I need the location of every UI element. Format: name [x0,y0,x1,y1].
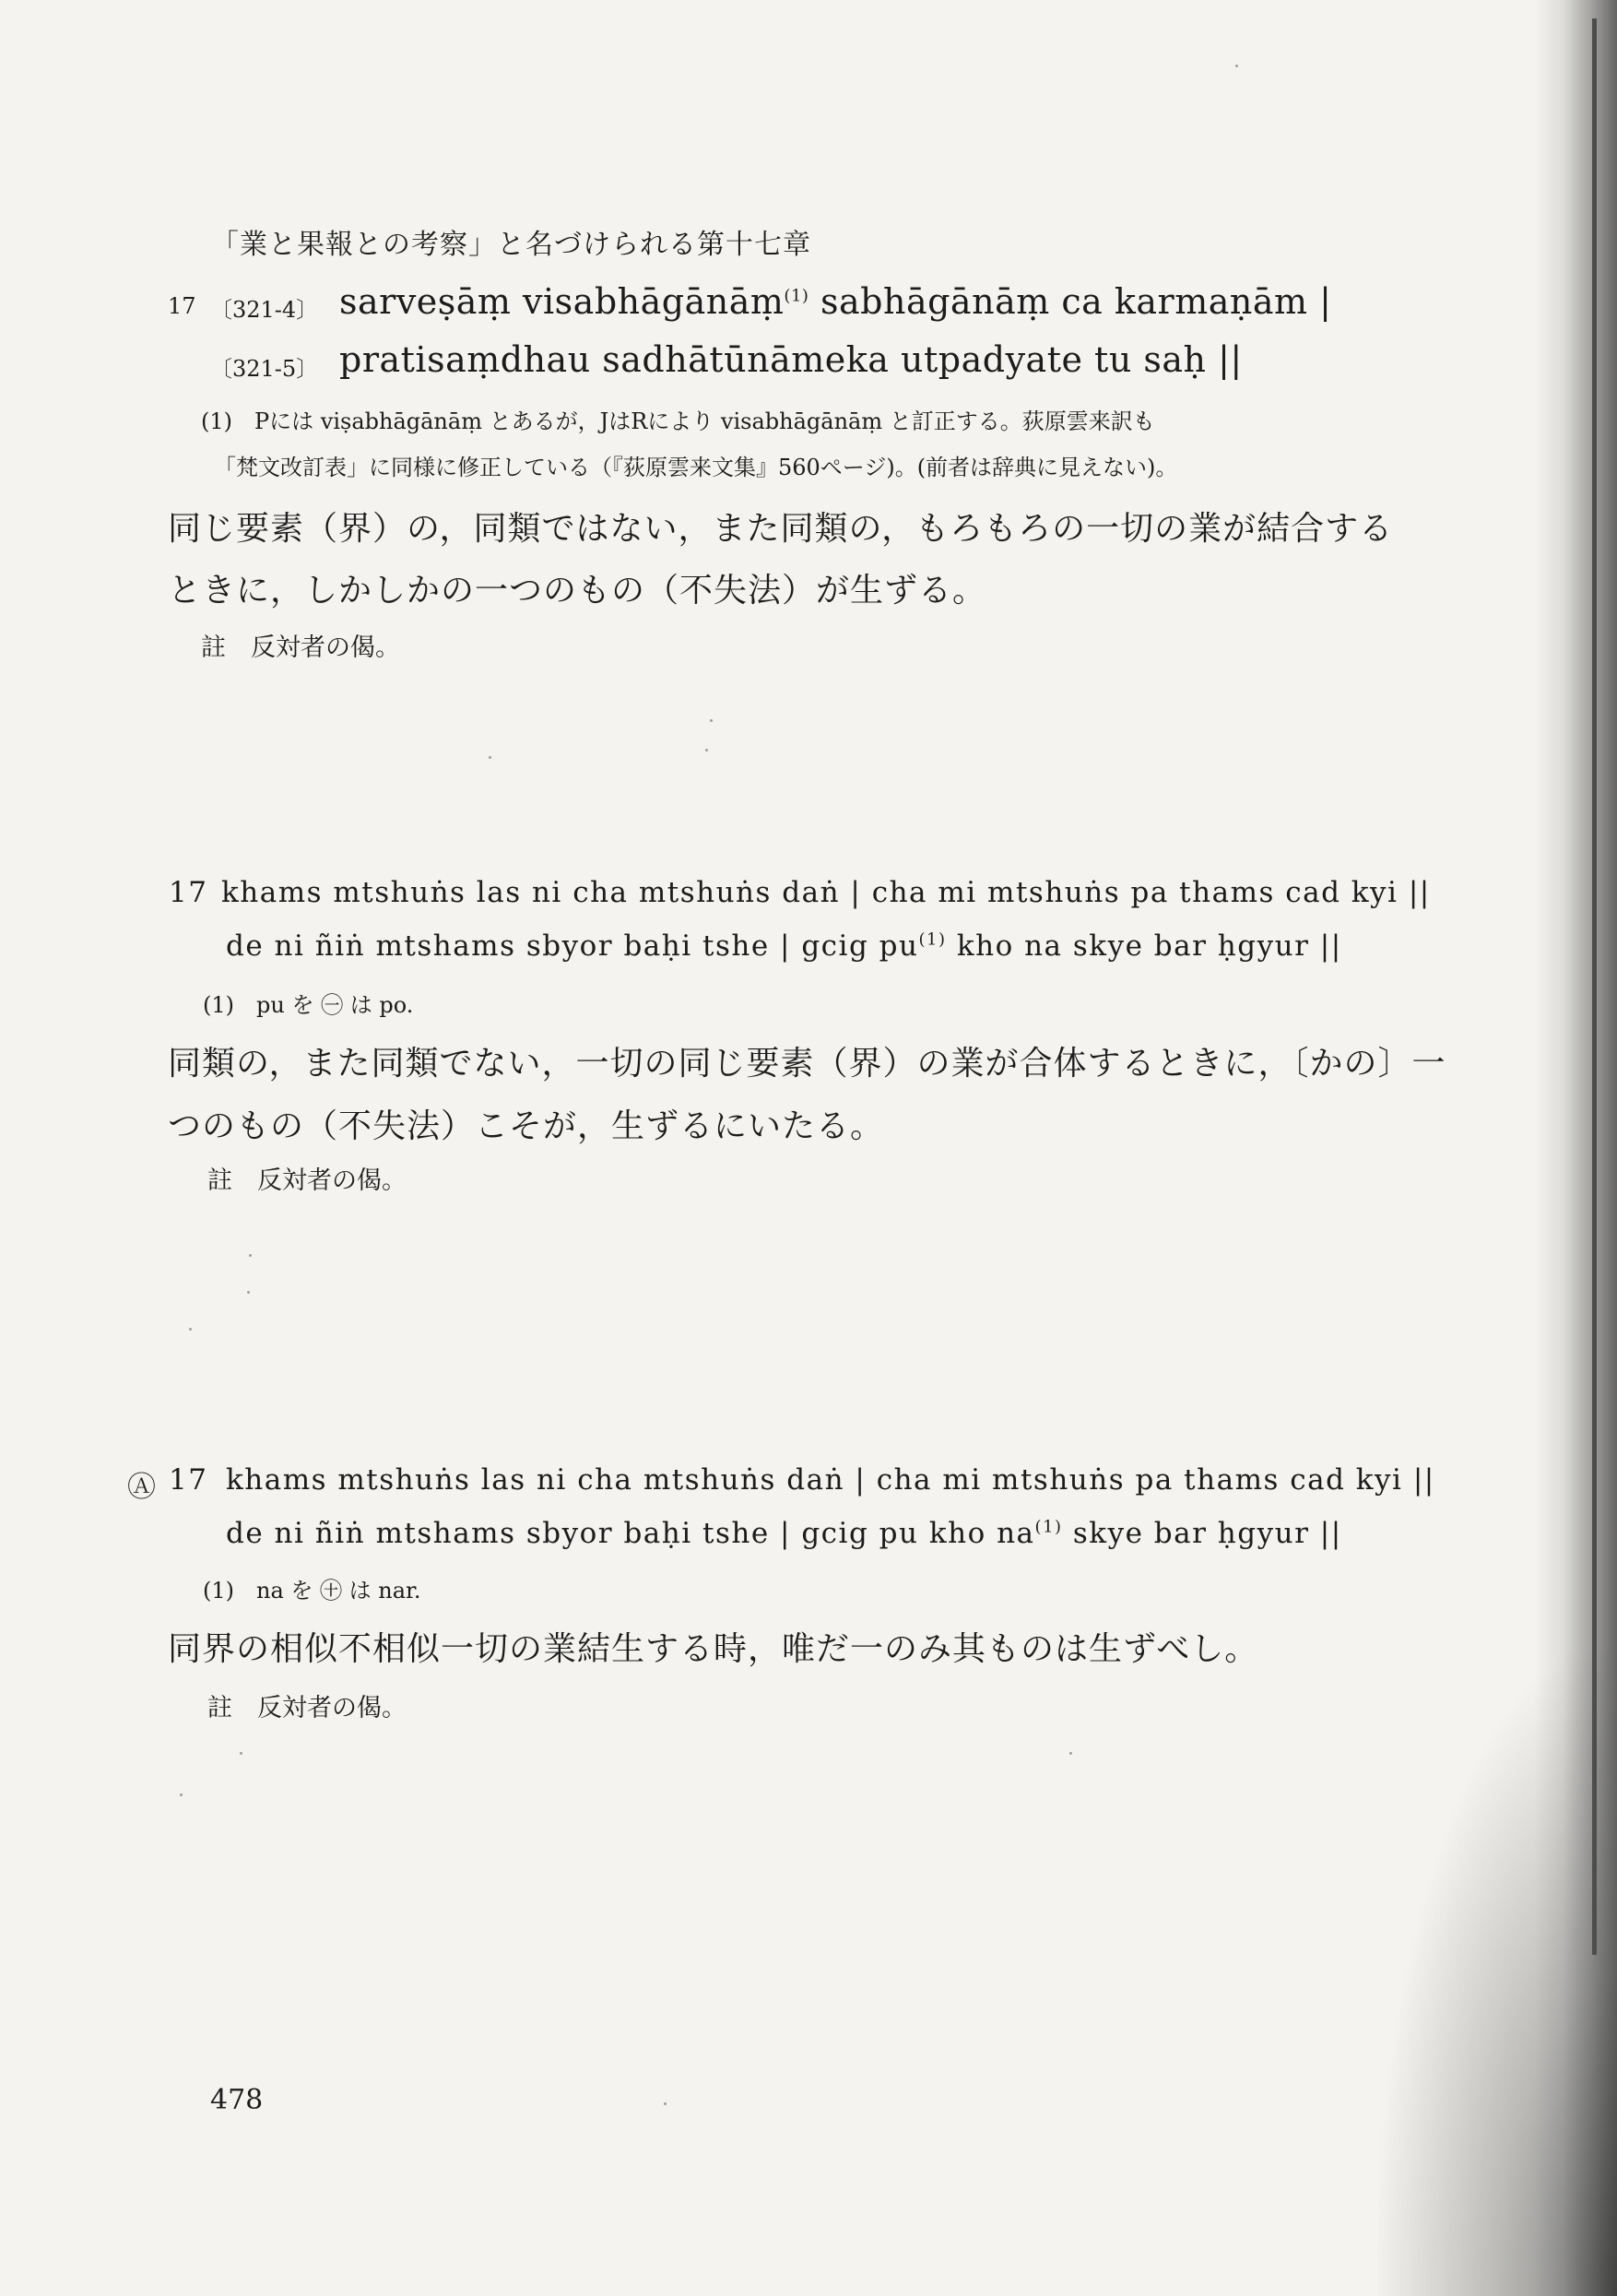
verse-reference: 〔321-4〕 [210,297,319,323]
page-number: 478 [210,2084,264,2116]
corner-shadow [1377,1651,1617,2296]
scan-speck [180,1793,183,1796]
scan-speck [189,1328,192,1331]
commentary-note: 註 反対者の偈。 [207,1694,407,1722]
translation-line-1: 同じ要素（界）の，同類ではない，また同類の，もろもろの一切の業が結合する [168,510,1394,548]
translation-line: 同界の相似不相似一切の業結生する時，唯だ一のみ其ものは生ずべし。 [168,1630,1259,1668]
translation-line-2: ときに，しかしかの一つのもの（不失法）が生ずる。 [168,572,987,610]
scan-speck [705,749,708,752]
scan-speck [240,1752,242,1755]
tibetan-verse-line-1: khams mtshuṅs las ni cha mtshuṅs daṅ | cha mi mtshuṅs pa thams cad kyi || [226,1463,1435,1497]
verse-number: 17 [169,1463,208,1497]
scan-speck [249,1254,252,1257]
tibetan-verse-line-2: de ni ñiṅ mtshams sbyor baḥi tshe | gcig $pu^{(1)}$ kho na skye bar ḥgyur || [226,929,1342,963]
scan-speck [664,2102,667,2105]
verse-number: 17 [168,293,196,319]
scan-speck [489,756,491,759]
scan-speck [710,719,713,722]
commentary-note: 註 反対者の偈。 [207,1166,407,1195]
sanskrit-verse-line-2: pratisaṃdhau sadhātūnāmeka utpadyate tu saḥ || [339,339,1243,380]
footnote-line-2: 「梵文改訂表」に同様に修正している（『荻原雲来文集』560ページ)。(前者は辞典に見えない)。 [214,455,1178,480]
tibetan-verse-line-2: de ni ñiṅ mtshams sbyor baḥi tshe | gcig pu kho $na^{(1)}$ skye bar ḥgyur || [226,1517,1342,1550]
footnote-line-1: (1) Pには viṣabhāgānāṃ とあるが，JはRにより visabhāgānāṃ と訂正する。荻原雲来訳も [201,408,1155,434]
scan-speck [1069,1752,1072,1755]
footnote: (1) na を ㊉ は nar. [203,1578,421,1604]
scan-speck [247,1291,250,1294]
verse-number: 17 [169,876,208,909]
footnote-marker: (1) [784,286,809,306]
footnote-marker: (1) [918,929,947,950]
scan-speck [1235,65,1238,67]
translation-line-2: つのもの（不失法）こそが，生ずるにいたる。 [168,1107,885,1145]
tibetan-verse-line-1: khams mtshuṅs las ni cha mtshuṅs daṅ | cha mi mtshuṅs pa thams cad kyi || [221,876,1431,909]
commentary-note: 註 反対者の偈。 [201,633,400,662]
footnote-marker: (1) [1034,1517,1063,1537]
chapter-title: 「業と果報との考察」と名づけられる第十七章 [211,229,811,261]
footnote: (1) pu を ㊀ は po. [203,992,414,1018]
edition-mark: Ⓐ [127,1471,158,1504]
verse-reference: 〔321-5〕 [210,356,319,382]
sanskrit-verse-line-1: sarveṣāṃ visabhāgānāṃ$^{(1)}$ sabhāgānāṃ ca karmaṇām | [339,281,1332,322]
translation-line-1: 同類の，また同類でない，一切の同じ要素（界）の業が合体するときに，〔かの〕一 [168,1045,1446,1083]
